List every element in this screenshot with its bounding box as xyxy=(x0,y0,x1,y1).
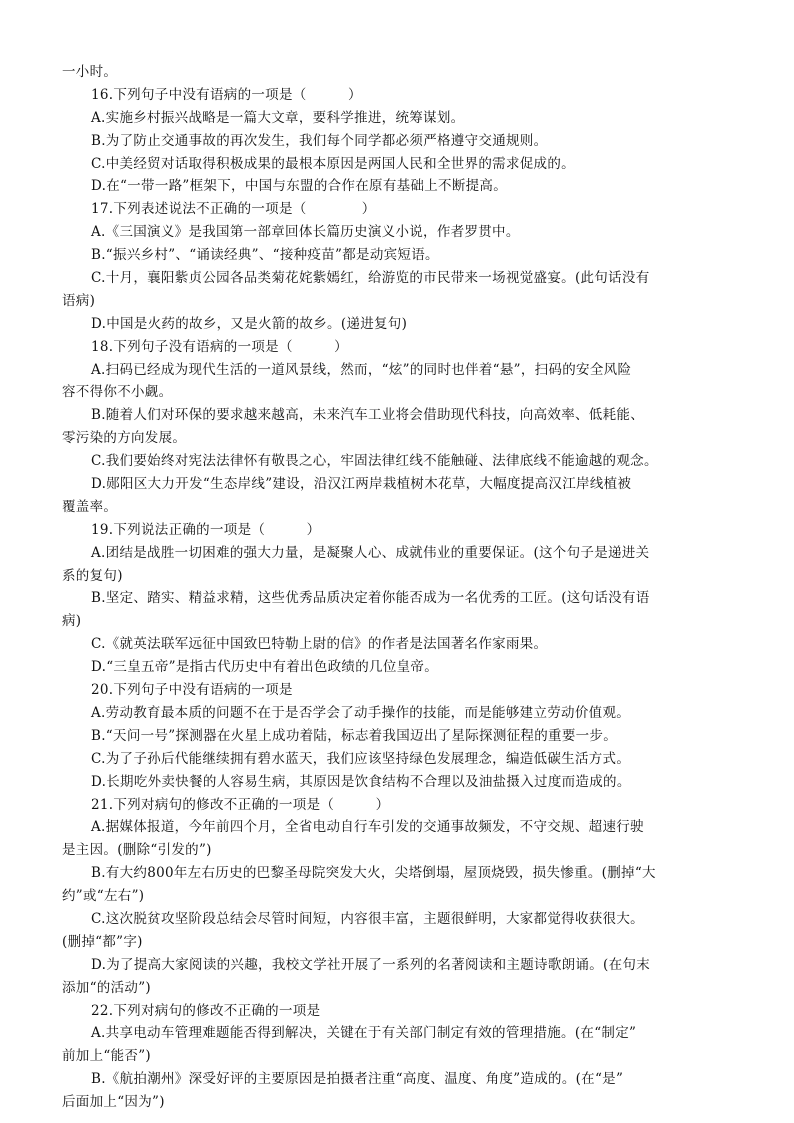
text-line: A.扫码已经成为现代生活的一道风景线，然而，“炫”的同时也伴着“悬”，扫码的安全风险 xyxy=(91,361,632,378)
text-line: C.为了子孙后代能继续拥有碧水蓝天，我们应该坚持绿色发展理念，编造低碳生活方式。 xyxy=(91,750,631,767)
text-line: A.劳动教育最本质的问题不在于是否学会了动手操作的技能，而是能够建立劳动价值观。 xyxy=(91,704,631,721)
text-line: D.中国是火药的故乡，又是火箭的故乡。(递进复句) xyxy=(91,315,408,332)
text-line: (删掉“都”字) xyxy=(62,933,143,950)
text-line: 16.下列句子中没有语病的一项是（ ） xyxy=(91,86,362,103)
text-line: 19.下列说法正确的一项是（ ） xyxy=(91,521,321,538)
text-line: 约”或“左右”) xyxy=(62,888,145,905)
text-line: 病) xyxy=(62,613,82,630)
text-line: 22.下列对病句的修改不正确的一项是 xyxy=(91,1002,321,1019)
text-line: B.“振兴乡村”、“诵读经典”、“接种疫苗”都是动宾短语。 xyxy=(91,247,439,264)
text-line: 容不得你不小觑。 xyxy=(62,384,173,401)
text-line: D.长期吃外卖快餐的人容易生病，其原因是饮食结构不合理以及油盐摄入过度而造成的。 xyxy=(91,773,631,790)
text-line: 20.下列句子中没有语病的一项是 xyxy=(91,682,293,699)
text-line: B.为了防止交通事故的再次发生，我们每个同学都必须严格遵守交通规则。 xyxy=(91,132,548,149)
text-line: 21.下列对病句的修改不正确的一项是（ ） xyxy=(91,796,390,813)
text-line: B.坚定、踏实、精益求精，这些优秀品质决定着你能否成为一名优秀的工匠。(这句话没有语 xyxy=(91,590,650,607)
document-body xyxy=(62,61,738,1114)
text-line: 添加“的活动”) xyxy=(62,979,151,996)
text-line: B.《航拍潮州》深受好评的主要原因是拍摄者注重“高度、温度、角度”造成的。(在“是” xyxy=(91,1071,624,1088)
text-line: C.中美经贸对话取得积极成果的最根本原因是两国人民和全世界的需求促成的。 xyxy=(91,155,575,172)
text-line: A.据媒体报道，今年前四个月，全省电动自行车引发的交通事故频发，不守交规、超速行驶 xyxy=(91,819,644,836)
text-line: 18.下列句子没有语病的一项是（ ） xyxy=(91,338,348,355)
text-line: 零污染的方向发展。 xyxy=(62,430,187,447)
text-line: 17.下列表述说法不正确的一项是（ ） xyxy=(91,201,376,218)
text-line: A.团结是战胜一切困难的强大力量，是凝聚人心、成就伟业的重要保证。(这个句子是递进关 xyxy=(91,544,650,561)
text-line: A.实施乡村振兴战略是一篇大文章，要科学推进，统筹谋划。 xyxy=(91,109,465,126)
text-line: 系的复句) xyxy=(62,567,123,584)
text-line: B.“天问一号”探测器在火星上成功着陆，标志着我国迈出了星际探测征程的重要一步。 xyxy=(91,727,618,744)
text-line: 后面加上“因为”) xyxy=(62,1094,165,1111)
text-line: D.为了提高大家阅读的兴趣，我校文学社开展了一系列的名著阅读和主题诗歌朗诵。(在句末 xyxy=(91,956,650,973)
text-line: B.有大约800年左右历史的巴黎圣母院突发大火，尖塔倒塌，屋顶烧毁，损失惨重。(删掉“大 xyxy=(91,865,656,882)
text-line: 前加上“能否”) xyxy=(62,1048,151,1065)
text-line: C.我们要始终对宪法法律怀有敬畏之心，牢固法律红线不能触碰、法律底线不能逾越的观念。 xyxy=(91,453,658,470)
text-line: A.共享电动车管理难题能否得到解决，关键在于有关部门制定有效的管理措施。(在“制定” xyxy=(91,1025,637,1042)
text-line: B.随着人们对环保的要求越来越高，未来汽车工业将会借助现代科技，向高效率、低耗能、 xyxy=(91,407,645,424)
text-line: D.“三皇五帝”是指古代历史中有着出色政绩的几位皇帝。 xyxy=(91,659,439,676)
text-line: A.《三国演义》是我国第一部章回体长篇历史演义小说，作者罗贯中。 xyxy=(91,224,520,241)
text-line: D.郧阳区大力开发“生态岸线”建设，沿汉江两岸栽植树木花草，大幅度提高汉江岸线植被 xyxy=(91,476,632,493)
text-line: C.《就英法联军远征中国致巴特勒上尉的信》的作者是法国著名作家雨果。 xyxy=(91,636,548,653)
text-line: C.这次脱贫攻坚阶段总结会尽管时间短，内容很丰富，主题很鲜明，大家都觉得收获很大。 xyxy=(91,910,644,927)
text-line: D.在“一带一路”框架下，中国与东盟的合作在原有基础上不断提高。 xyxy=(91,178,508,195)
text-line: C.十月，襄阳紫贞公园各品类菊花姹紫嫣红，给游览的市民带来一场视觉盛宴。(此句话没有 xyxy=(91,270,650,287)
text-line: 覆盖率。 xyxy=(62,498,118,515)
text-line: 是主因。(删除“引发的”) xyxy=(62,842,212,859)
text-line: 语病) xyxy=(62,292,96,309)
text-line: 一小时。 xyxy=(62,64,118,80)
